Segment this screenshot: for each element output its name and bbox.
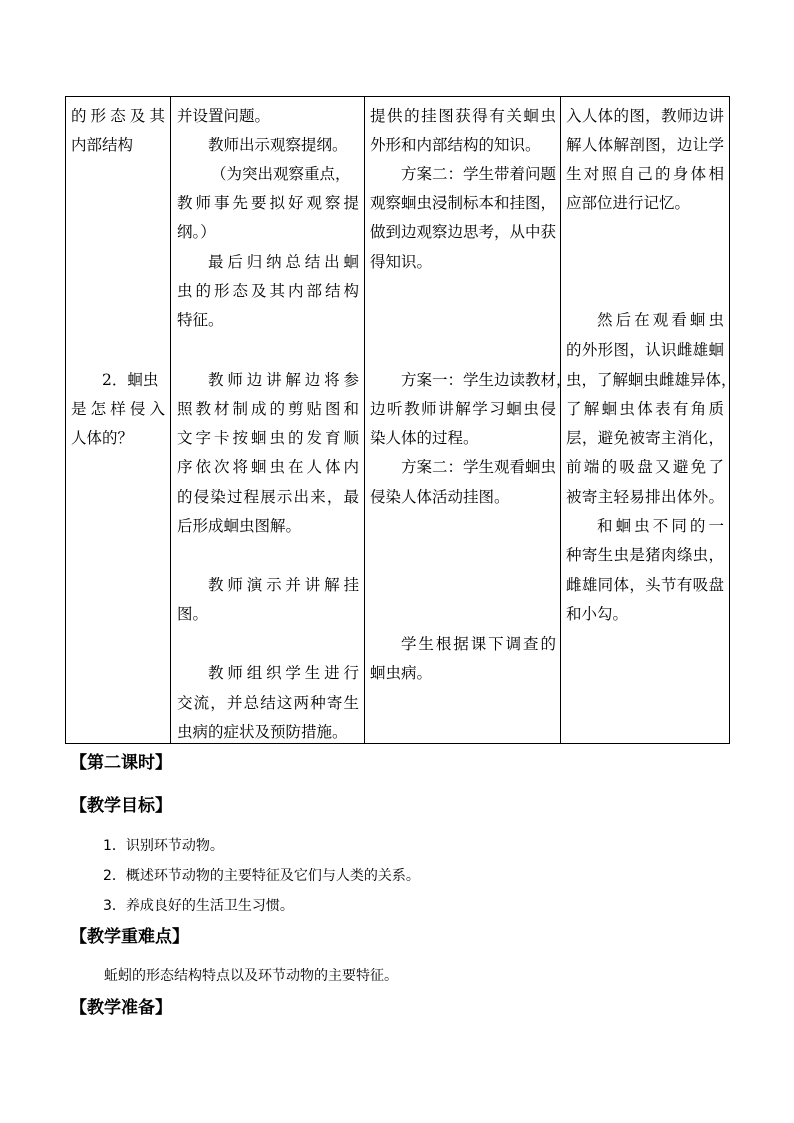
cell-text: 的形态及其 — [71, 107, 165, 125]
cell-text: 2．蛔虫 — [102, 371, 159, 389]
cell-text: 边听教师讲解学习蛔虫侵 — [370, 400, 556, 418]
cell-text: 图。 — [177, 605, 209, 623]
cell-text: 雌雄同体，头节有吸盘 — [566, 576, 724, 594]
cell-text: 教师出示观察提纲。 — [208, 136, 348, 154]
cell-text: 了解蛔虫体表有角质 — [566, 400, 724, 418]
cell-text: 的外形图，认识雌雄蛔 — [566, 341, 724, 359]
cell-text: 被寄主轻易排出体外。 — [566, 488, 724, 506]
cell-text: 序依次将蛔虫在人体内 — [177, 458, 359, 476]
cell-text: 方案二：学生带着问题 — [401, 165, 557, 183]
table-row — [66, 97, 730, 744]
cell-text: 教师组织学生进行 — [208, 664, 359, 682]
cell-text: 观察蛔虫浸制标本和挂图， — [370, 194, 557, 212]
cell-text: 交流，并总结这两种寄生 — [177, 694, 359, 712]
cell-text: 人体的？ — [71, 429, 134, 447]
cell-text: 和蛔虫不同的一 — [597, 517, 724, 535]
cell-text: 前端的吸盘又避免了 — [566, 458, 724, 476]
cell-text: 后形成蛔虫图解。 — [177, 517, 302, 535]
cell-text: 层，避免被寄主消化， — [566, 429, 724, 447]
cell-text: 染人体的过程。 — [370, 429, 479, 447]
section-heading-key-points: 【教学重难点】 — [70, 927, 189, 947]
cell-text: 外形和内部结构的知识。 — [370, 136, 541, 154]
cell-text: 学生根据课下调查的 — [401, 635, 556, 653]
table-cell-student-activity — [365, 97, 572, 744]
goal-item: 2．概述环节动物的主要特征及它们与人类的关系。 — [103, 868, 420, 884]
cell-text: 内部结构 — [71, 136, 134, 154]
cell-text: 教师演示并讲解挂 — [208, 576, 359, 594]
cell-text: 照教材制成的剪贴图和 — [177, 400, 359, 418]
cell-text: 方案二：学生观看蛔虫 — [401, 458, 557, 476]
cell-text: 虫的形态及其内部结构 — [177, 282, 359, 300]
cell-text: 教师事先要拟好观察提 — [177, 194, 359, 212]
cell-text: 方案一：学生边读教材， — [401, 371, 572, 389]
cell-text: 和小勾。 — [566, 605, 629, 623]
cell-text: 是怎样侵入 — [71, 400, 165, 418]
table-cell-teacher-activity — [171, 97, 365, 744]
goal-item: 1．识别环节动物。 — [103, 838, 224, 854]
cell-text: （为突出观察重点， — [211, 165, 351, 183]
section-heading-lesson-2: 【第二课时】 — [70, 753, 172, 773]
cell-text: 教师边讲解边将参 — [208, 371, 359, 389]
cell-text: 特征。 — [177, 311, 224, 329]
cell-text: 得知识。 — [370, 253, 433, 271]
lesson-plan-table — [65, 96, 737, 744]
cell-text: 入人体的图，教师边讲 — [566, 107, 724, 125]
cell-text: 虫，了解蛔虫雌雄异体， — [566, 371, 737, 389]
cell-text: 然后在观看蛔虫 — [597, 311, 724, 329]
section-heading-preparation: 【教学准备】 — [70, 998, 172, 1018]
table-cell-topic — [66, 97, 171, 744]
cell-text: 种寄生虫是猪肉绦虫， — [566, 546, 724, 564]
table-cell-design-intent — [561, 97, 737, 744]
cell-text: 并设置问题。 — [177, 107, 271, 125]
cell-text: 应部位进行记忆。 — [566, 194, 691, 212]
cell-text: 生对照自己的身体相 — [566, 165, 724, 183]
cell-text: 解人体解剖图，边让学 — [566, 136, 724, 154]
cell-text: 文字卡按蛔虫的发育顺 — [177, 429, 359, 447]
goal-item: 3．养成良好的生活卫生习惯。 — [103, 898, 294, 914]
cell-text: 蛔虫病。 — [370, 664, 433, 682]
section-heading-goals: 【教学目标】 — [70, 796, 172, 816]
cell-text: 虫病的症状及预防措施。 — [177, 723, 348, 741]
cell-text: 最后归纳总结出蛔 — [208, 253, 359, 271]
cell-text: 侵染人体活动挂图。 — [370, 488, 510, 506]
cell-text: 做到边观察边思考，从中获 — [370, 223, 557, 241]
cell-text: 提供的挂图获得有关蛔虫 — [370, 107, 556, 125]
key-points-text: 蚯蚓的形态结构特点以及环节动物的主要特征。 — [104, 968, 398, 984]
cell-text: 纲。） — [177, 223, 216, 241]
cell-text: 的侵染过程展示出来，最 — [177, 488, 359, 506]
